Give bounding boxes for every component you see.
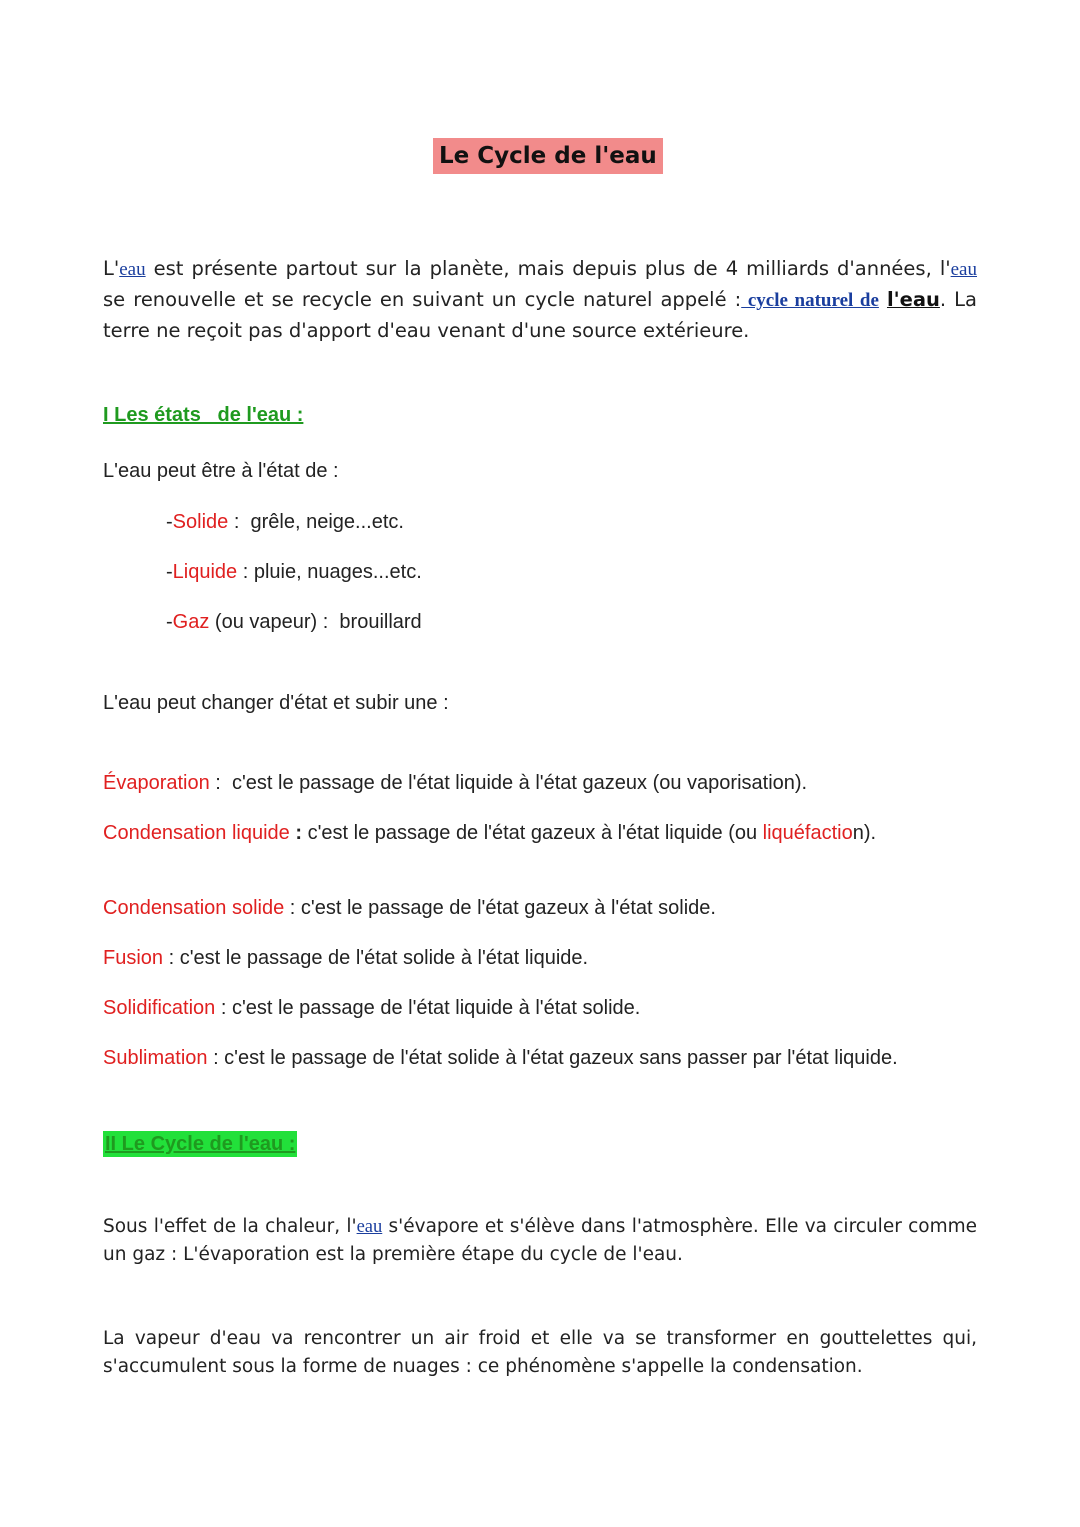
change-term: Condensation solide	[103, 897, 285, 919]
change-definition	[103, 895, 716, 921]
intro-paragraph	[103, 254, 977, 346]
state-item	[166, 509, 404, 535]
section-heading-etats: I Les états de l'eau :	[103, 404, 304, 426]
state-name: Gaz	[172, 611, 210, 633]
change-def: : c'est le passage de l'état solide à l'état liquide.	[163, 947, 589, 969]
liquefaction-term: liquéfactio	[762, 822, 853, 844]
intro-text-2: est présente partout sur la planète, mais depuis plus de 4 milliards d'années, l'	[145, 257, 951, 280]
cycle-paragraph-1	[103, 1213, 977, 1269]
eau-link[interactable]: eau	[356, 1217, 383, 1237]
state-name: Solide	[172, 511, 229, 533]
intro-bold-eau: l'eau	[886, 288, 940, 311]
states-intro: L'eau peut être à l'état de :	[103, 460, 339, 482]
para-text: Sous l'effet de la chaleur, l'	[103, 1216, 357, 1237]
state-examples: : pluie, nuages...etc.	[237, 561, 422, 583]
intro-text-4: . La terre ne reçoit pas d'apport d'eau venant d'une source extérieure.	[103, 288, 977, 342]
state-name: Liquide	[172, 561, 238, 583]
cycle-naturel-link[interactable]: cycle naturel de	[741, 290, 879, 311]
bold-colon: :	[289, 822, 303, 844]
section-heading-cycle: II Le Cycle de l'eau :	[105, 1133, 296, 1155]
change-definition	[103, 820, 876, 846]
change-term: Sublimation	[103, 1047, 208, 1069]
page-title: Le Cycle de l'eau	[433, 138, 663, 174]
change-definition	[103, 1045, 898, 1071]
intro-text-3: se renouvelle et se recycle en suivant un cycle naturel appelé :	[103, 288, 742, 311]
change-def: : c'est le passage de l'état liquide à l'état solide.	[215, 997, 641, 1019]
eau-link[interactable]: eau	[119, 259, 146, 280]
state-examples: (ou vapeur) : brouillard	[209, 611, 422, 633]
dash: -	[166, 511, 173, 533]
change-term: Condensation liquide	[103, 822, 290, 844]
state-examples: : grêle, neige...etc.	[228, 511, 404, 533]
state-item	[166, 559, 422, 585]
intro-text-1: L'	[103, 257, 120, 280]
state-item	[166, 609, 422, 635]
para-text: s'évapore et s'élève dans l'atmosphère. Elle va circuler comme un gaz : L'évaporation est la première étape du cycle de l'eau.	[103, 1216, 977, 1265]
change-def: : c'est le passage de l'état solide à l'état gazeux sans passer par l'état liquide.	[207, 1047, 898, 1069]
change-term: Solidification	[103, 997, 216, 1019]
changes-intro: L'eau peut changer d'état et subir une :	[103, 692, 449, 714]
eau-link[interactable]: eau	[950, 259, 977, 280]
change-definition	[103, 995, 640, 1021]
change-definition	[103, 945, 588, 971]
change-term: Fusion	[103, 947, 164, 969]
cycle-paragraph-2: La vapeur d'eau va rencontrer un air froid et elle va se transformer en gouttelettes qui, s'accumulent sous la forme de nuages : ce phénomène s'appelle la condensation.	[103, 1328, 977, 1377]
dash: -	[166, 561, 173, 583]
change-def: : c'est le passage de l'état gazeux à l'état solide.	[284, 897, 716, 919]
change-definition	[103, 770, 807, 796]
change-term: Évaporation	[103, 772, 210, 794]
change-def-tail: n).	[852, 822, 877, 844]
dash: -	[166, 611, 173, 633]
change-def: : c'est le passage de l'état liquide à l'état gazeux (ou vaporisation).	[209, 772, 808, 794]
change-def: c'est le passage de l'état gazeux à l'état liquide (ou	[302, 822, 763, 844]
